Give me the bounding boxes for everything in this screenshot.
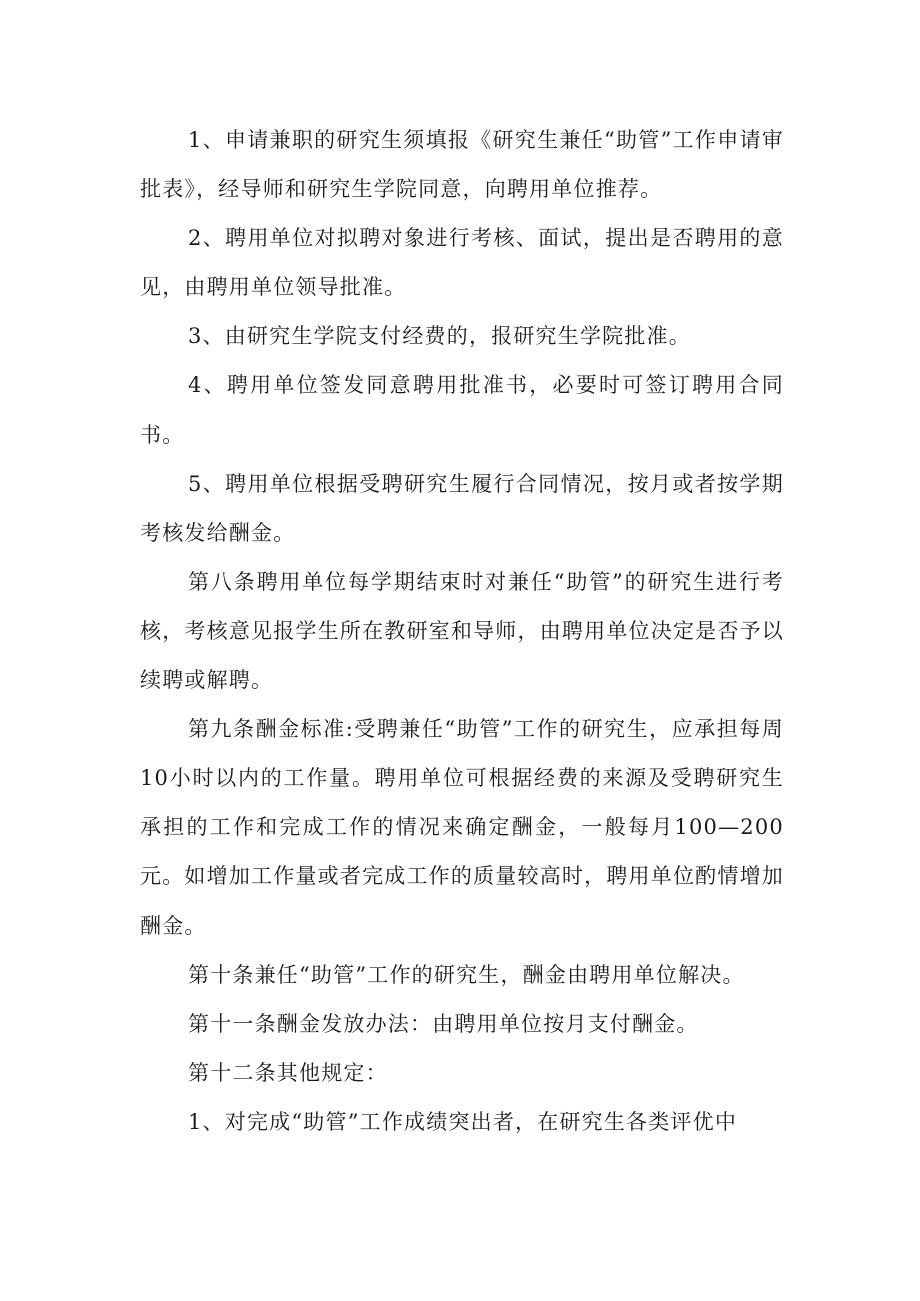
paragraph-article-11: 第十一条酬金发放办法：由聘用单位按月支付酬金。 — [188, 1011, 699, 1036]
paragraph-article-10: 第十条兼任“助管”工作的研究生，酬金由聘用单位解决。 — [188, 962, 745, 987]
paragraph-article-12: 第十二条其他规定： — [188, 1060, 388, 1085]
paragraph-article-9: 第九条酬金标准:受聘兼任“助管”工作的研究生，应承担每周10小时以内的工作量。聘用单位可根据经费的来源及受聘研究生承担的工作和完成工作的情况来确定酬金，一般每月100—200元。如增加工作量或者完成工作的质量较高时，聘用单位酌情增加酬金。 — [140, 717, 784, 938]
paragraph-article-8: 第八条聘用单位每学期结束时对兼任“助管”的研究生进行考核，考核意见报学生所在教研室和导师，由聘用单位决定是否予以续聘或解聘。 — [140, 569, 784, 693]
paragraph-apply: 1、申请兼职的研究生须填报《研究生兼任“助管”工作申请审批表》，经导师和研究生学院同意，向聘用单位推荐。 — [140, 128, 784, 202]
paragraph-payment: 5、聘用单位根据受聘研究生履行合同情况，按月或者按学期考核发给酬金。 — [140, 471, 784, 545]
paragraph-approval: 4、聘用单位签发同意聘用批准书，必要时可签订聘用合同书。 — [140, 373, 784, 447]
paragraph-article-12-item-1: 1、对完成“助管”工作成绩突出者，在研究生各类评优中 — [188, 1109, 738, 1134]
document-body — [140, 116, 784, 1147]
paragraph-interview: 2、聘用单位对拟聘对象进行考核、面试，提出是否聘用的意见，由聘用单位领导批准。 — [140, 226, 784, 300]
paragraph-funding: 3、由研究生学院支付经费的，报研究生学院批准。 — [188, 324, 691, 349]
